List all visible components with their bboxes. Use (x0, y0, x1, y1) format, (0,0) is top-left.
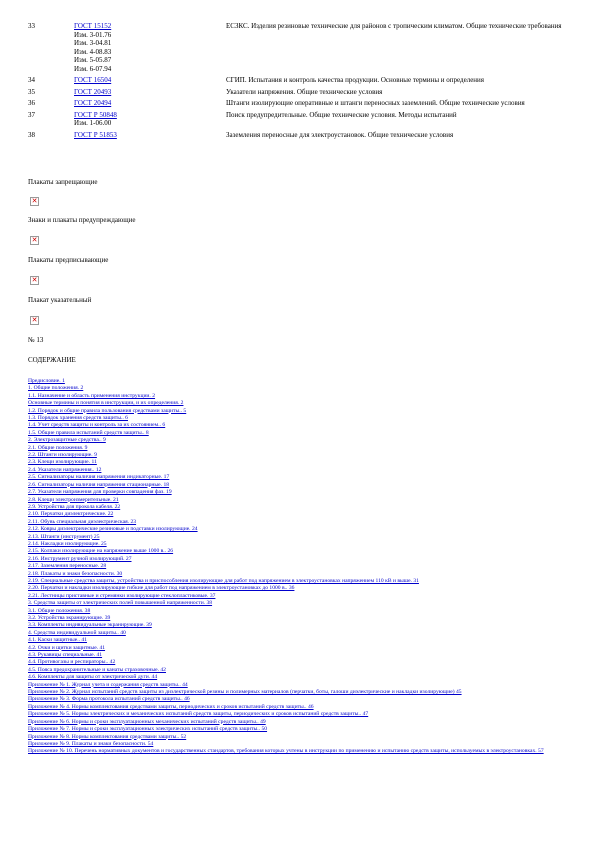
toc-link[interactable]: Приложение № 4. Нормы комплектования средствами защиты, периодических и сроков испытаний средств защиты.. 46 (28, 703, 314, 710)
toc-link[interactable]: Приложение № 2. Журнал испытаний средств защиты из диэлектрической резины и полимерных материалов (перчатки, боты, галоши диэлектрические и накладки изолирующие) 45 (28, 689, 462, 696)
table-row (28, 111, 568, 128)
toc-link[interactable]: 2.4. Указатели напряжения.. 12 (28, 466, 102, 473)
toc-link[interactable]: 2.10. Перчатки диэлектрические. 22 (28, 511, 114, 518)
toc-link[interactable]: Предисловие. 1 (28, 378, 65, 384)
toc-link[interactable]: 2.5. Сигнализаторы наличия напряжения индикаторные. 17 (28, 474, 170, 481)
standard-description: СГИП. Испытания и контроль качества продукции. Основные термины и определения (226, 76, 485, 84)
toc-link[interactable]: 2.19. Специальные средства защиты, устройства и приспособления изолирующие для работ под напряжением в электроустановках напряжением 110 кВ и выше. 31 (28, 577, 419, 584)
table-row (28, 88, 568, 97)
table-row (28, 76, 568, 85)
amendment-note: Изм. 3-01.76 (74, 30, 112, 39)
toc-link[interactable]: Приложение № 10. Перечень нормативных документов и государственных стандартов, требования которых учтены в инструкции по применению и испытанию средств защиты, используемых в электроустановках. 57 (28, 748, 544, 755)
broken-image-icon: ✕ (31, 197, 38, 205)
toc-link[interactable]: Приложение № 1. Журнал учета и содержания средств защиты.. 44 (28, 681, 188, 688)
toc-link[interactable]: 2. Электрозащитные средства.. 9 (28, 437, 106, 444)
toc-link[interactable]: 2.20. Перчатки и накладки изолирующие гибкие для работ под напряжением в электроустановках до 1000 в.. 36 (28, 585, 295, 592)
standard-link[interactable]: ГОСТ 16504 (74, 76, 112, 84)
toc-link[interactable]: 2.12. Ковры диэлектрические резиновые и подставки изолирующие. 24 (28, 526, 198, 533)
table-row (28, 99, 568, 108)
toc-link[interactable]: 2.18. Плакаты и знаки безопасности. 30 (28, 570, 123, 577)
toc-link[interactable]: 4.6. Комплекты для защиты от электрической дуги. 44 (28, 674, 158, 681)
table-row (28, 22, 568, 73)
row-number: 35 (28, 87, 35, 96)
standard-link[interactable]: ГОСТ 20493 (74, 87, 112, 96)
broken-image-icon: ✕ (31, 236, 38, 244)
toc-link[interactable]: 4.4. Противогазы и респираторы.. 42 (28, 659, 116, 666)
toc-link[interactable]: 1.4. Учет средств защиты и контроль за их состоянием.. 6 (28, 422, 166, 429)
toc-link[interactable]: 2.16. Инструмент ручной изолирующий. 27 (28, 555, 132, 562)
toc-link[interactable]: 2.6. Сигнализаторы наличия напряжения стационарные. 18 (28, 481, 170, 488)
toc-link[interactable]: 2.2. Штанги изолирующие. 9 (28, 452, 97, 459)
toc-link[interactable]: 2.15. Колпаки изолирующие на напряжение выше 1000 в.. 26 (28, 548, 174, 555)
toc-link[interactable]: 2.21. Лестницы приставные и стремянки изолирующие стеклопластиковые. 37 (28, 592, 216, 599)
toc-link[interactable]: 1.1. Назначение и область применения инструкции. 2 (28, 392, 156, 399)
toc-link[interactable]: 3. Средства защиты от электрических полей повышенной напряженности. 38 (28, 600, 213, 607)
standard-link[interactable]: ГОСТ Р 51853 (74, 130, 117, 139)
toc-link[interactable]: Приложение № 9. Плакаты и знаки безопасности. 54 (28, 740, 154, 747)
amendment-note: Изм. 3-04.81 (74, 39, 112, 47)
standard-description: Поиск предупредительные. Общие технические условия. Методы испытаний (226, 110, 457, 119)
row-number: 37 (28, 110, 35, 119)
warning-signs-heading: Знаки и плакаты предупреждающие (28, 216, 136, 224)
toc-link[interactable]: 4.5. Пояса предохранительные и канаты страховочные. 42 (28, 666, 166, 673)
broken-image-icon: ✕ (31, 316, 38, 324)
amendment-note: Изм. 4-08.83 (74, 47, 112, 56)
toc-link[interactable]: Приложение № 3. Форма протокола испытаний средств защиты.. 46 (28, 696, 190, 703)
standard-cell (74, 88, 226, 97)
toc-link[interactable]: 2.13. Штанги (инструмент) 25 (28, 533, 100, 540)
standards-reference-table (28, 22, 568, 142)
toc-link[interactable]: Приложение № 7. Нормы и сроки эксплуатационных электрических испытаний средств защиты.. 50 (28, 726, 268, 733)
toc-link[interactable]: 1. Общие положения. 2 (28, 385, 84, 392)
toc-link[interactable]: 2.11. Обувь специальная диэлектрическая. 23 (28, 518, 137, 525)
table-of-contents (28, 378, 568, 756)
forbidding-posters-heading: Плакаты запрещающие (28, 178, 98, 186)
table-row (28, 131, 568, 140)
toc-link[interactable]: 1.3. Порядок хранения средств защиты.. 6 (28, 415, 128, 422)
toc-link[interactable]: 4.2. Очки и щитки защитные. 41 (28, 644, 106, 651)
standard-description: Заземления переносные для электроустановок. Общие технические условия (226, 130, 454, 139)
row-number: 38 (28, 130, 35, 139)
amendment-note: Изм. 5-05.87 (74, 56, 112, 64)
toc-link[interactable]: 4. Средства индивидуальной защиты.. 40 (28, 629, 126, 636)
standard-cell (74, 99, 226, 108)
standard-link[interactable]: ГОСТ 20494 (74, 99, 112, 107)
standard-cell (74, 76, 226, 85)
standard-link[interactable]: ГОСТ 15152 (74, 22, 112, 30)
row-number: 34 (28, 76, 35, 84)
toc-link[interactable]: 2.9. Устройства для прокола кабеля. 22 (28, 503, 121, 510)
standard-description: ЕСЗКС. Изделия резиновые технические для районов с тропическим климатом. Общие технические требования (226, 22, 562, 30)
contents-heading: СОДЕРЖАНИЕ (28, 356, 76, 364)
broken-image-icon: ✕ (31, 276, 38, 284)
toc-link[interactable]: 2.3. Клещи изолирующие. 11 (28, 459, 97, 466)
toc-link[interactable]: 3.1. Общие положения. 38 (28, 607, 91, 614)
toc-link[interactable]: 3.2. Устройства экранирующие. 39 (28, 615, 111, 621)
amendment-note: Изм. 6-07.94 (74, 64, 112, 73)
toc-link[interactable]: 1.5. Общие правила испытаний средств защиты.. 8 (28, 429, 149, 436)
toc-link[interactable]: Основные термины и понятия в инструкции, и их определения. 2 (28, 400, 184, 407)
indicating-poster-heading: Плакат указательный (28, 296, 92, 304)
standard-cell (74, 22, 226, 73)
toc-link[interactable]: 2.1. Общие положения. 9 (28, 444, 88, 451)
toc-link[interactable]: Приложение № 6. Нормы и сроки эксплуатационных механических испытаний средств защиты.. 49 (28, 718, 266, 725)
standard-description: Указатели напряжения. Общие технические условия (226, 87, 383, 96)
row-number: 36 (28, 99, 35, 107)
standard-cell (74, 111, 226, 128)
row-number: 33 (28, 22, 35, 30)
toc-link[interactable]: Приложение № 8. Нормы комплектования средствами защиты.. 52 (28, 733, 187, 740)
document-number: № 13 (28, 336, 44, 344)
standard-cell (74, 131, 226, 140)
toc-link[interactable]: 2.14. Накладки изолирующие. 25 (28, 540, 107, 547)
standard-description: Штанги изолирующие оперативные и штанги переносных заземлений. Общие технические условия (226, 99, 525, 107)
toc-link[interactable]: 4.1. Каски защитные.. 41 (28, 637, 87, 644)
toc-link[interactable]: 2.8. Клещи электроизмерительные. 21 (28, 496, 119, 503)
standard-link[interactable]: ГОСТ Р 50848 (74, 110, 117, 119)
prescribing-posters-heading: Плакаты предписывающие (28, 256, 109, 264)
toc-link[interactable]: 2.17. Заземления переносные. 28 (28, 563, 107, 570)
toc-link[interactable]: Приложение № 5. Нормы электрических и механических испытаний средств защиты, периодических и сроков испытаний средств защиты.. 47 (28, 711, 369, 718)
toc-link[interactable]: 4.3. Рукавицы специальные. 41 (28, 652, 103, 659)
amendment-note: Изм. 1-06.00 (74, 119, 112, 127)
toc-link[interactable]: 3.3. Комплекты индивидуальные экранирующие. 39 (28, 622, 152, 629)
toc-link[interactable]: 2.7. Указатели напряжения для проверки совпадения фаз. 19 (28, 489, 172, 496)
toc-link[interactable]: 1.2. Порядок и общие правила пользования средствами защиты.. 5 (28, 407, 187, 414)
